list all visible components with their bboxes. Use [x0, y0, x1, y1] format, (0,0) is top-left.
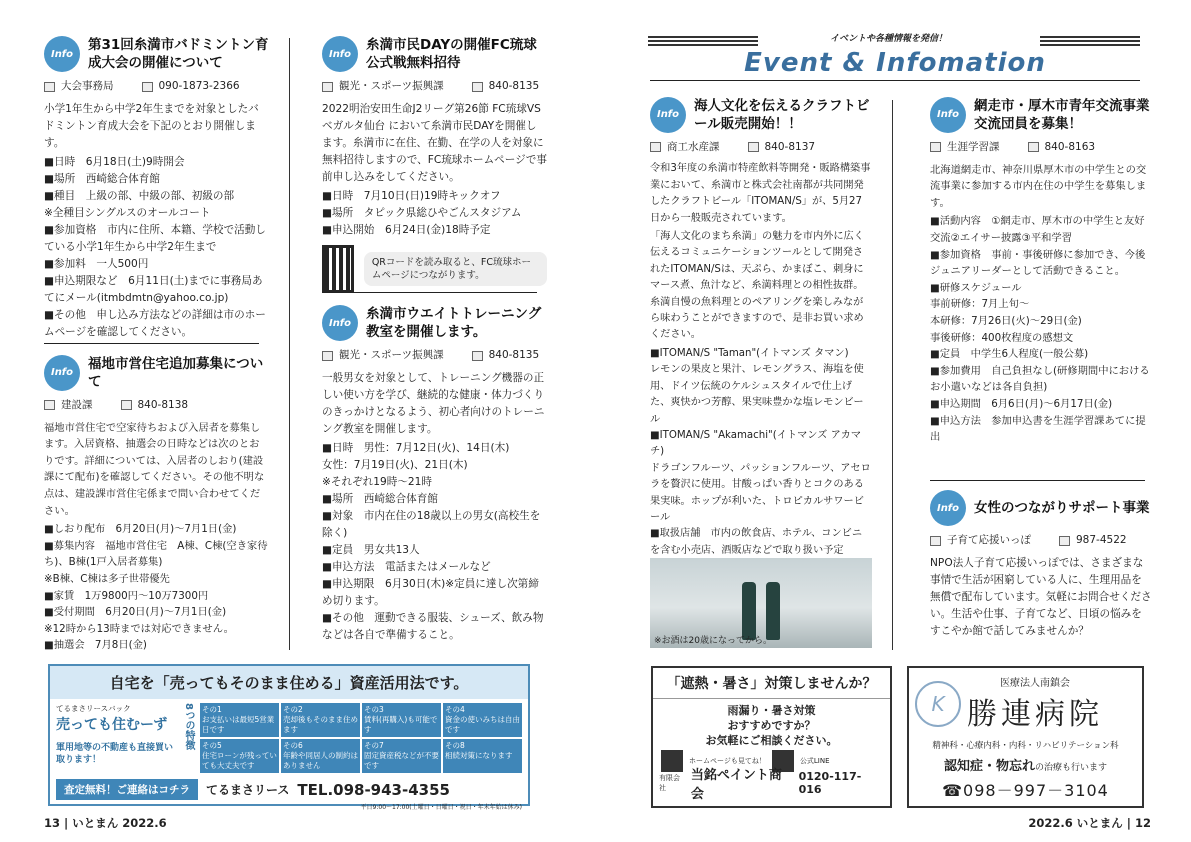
office-icon	[322, 82, 333, 92]
list-item: 事後研修：400枚程度の感想文	[930, 331, 1074, 344]
article-title: 女性のつながりサポート事業	[974, 500, 1150, 516]
article-header	[44, 36, 269, 72]
article-body: 一般男女を対象として、トレーニング機器の正しい使い方を学び、継続的な健康・体力づくりのきっかけとなるよう、初心者向けのトレーニング教室を開催します。	[322, 372, 545, 435]
ad-brand-name: 売っても住むーず	[56, 717, 168, 733]
list-item: ■場所 西崎総合体育館	[44, 173, 160, 185]
contact-line	[930, 532, 1152, 549]
ad-feature: その8 相続対策になります	[443, 739, 522, 773]
ad-brand-top: てるまさリースバック	[56, 704, 131, 713]
ad-terumasa[interactable]	[48, 664, 530, 811]
ad-line: 雨漏り・暑さ対策	[727, 704, 816, 717]
ad-feature: その2 売却後もそのまま住めます	[281, 703, 360, 737]
hospital-logo-icon: K	[915, 681, 961, 727]
office-icon	[322, 351, 333, 361]
phone-number: 840-8135	[488, 349, 540, 361]
list-item: ■申込方法 参加申込書を生涯学習課あてに提出	[930, 414, 1146, 444]
list-item: ■日時 6月18日(土)9時開会	[44, 156, 185, 168]
phone-number: 840-8138	[137, 399, 189, 411]
list-item: ■申込期限など 6月11日(土)までに事務局あてにメール(itmbdmtn@yahoo.co.jp)	[44, 275, 263, 304]
article-divider	[44, 343, 259, 344]
list-item: ■抽選会 7月8日(金)	[44, 639, 147, 652]
list-item: ■ITOMAN/S "Taman"(イトマンズ タマン)	[650, 347, 849, 359]
office-name: 大会事務局	[61, 80, 114, 92]
ad-headline: 「遮熱・暑さ」対策しませんか？	[653, 668, 890, 699]
list-item: ■場所 タピック県総ひやごんスタジアム	[322, 207, 522, 219]
list-item: ■研修スケジュール	[930, 281, 1022, 294]
photo-caption: ※お酒は20歳になってから。	[654, 636, 772, 646]
column-1-lower	[44, 355, 269, 654]
list-item: ※それぞれ19時～21時	[322, 476, 432, 488]
office-icon	[930, 142, 941, 152]
list-item: ■参加費用 自己負担なし(研修期間中におけるお小遣いなどは各自負担)	[930, 364, 1150, 394]
list-item: ■参加料 一人500円	[44, 258, 149, 270]
ad-phone: 0120-117-016	[798, 770, 862, 796]
article-body: 2022明治安田生命J2リーグ第26節 FC琉球VSベガルタ仙台 において糸満市民DAYを開催します。糸満市に在住、在勤、在学の人を対象に無料招待しますので、FC琉球ホームページで事前申し込みをしてください。	[322, 103, 547, 183]
office-name: 観光・スポーツ振興課	[339, 80, 444, 92]
column-4	[930, 97, 1152, 446]
list-item: ■取扱店舗 市内の飲食店、ホテル、コンビニを含む小売店、酒販店などで取り扱い予定	[650, 528, 863, 556]
ad-web-note: ホームページも見てね！	[689, 757, 766, 765]
ad-phone: TEL.098-943-4355	[297, 780, 450, 799]
list-item: ■活動内容 ①網走市、厚木市の中学生と友好交流②エイサー披露③平和学習	[930, 215, 1145, 244]
article-header	[650, 97, 872, 133]
article-body: 北海道網走市、神奈川県厚木市の中学生との交流事業に参加する市内在住の中学生を募集します。	[930, 163, 1147, 209]
contact-line	[930, 139, 1152, 156]
ad-line-note: 公式LINE	[799, 757, 830, 765]
contact-line	[650, 139, 872, 155]
column-2-lower	[322, 305, 547, 644]
contact-line	[44, 397, 269, 414]
office-name: 建設課	[61, 399, 93, 411]
article-title: 海人文化を伝えるクラフトビール販売開始！！	[694, 98, 870, 132]
office-name: 子育て応援いっぽ	[947, 534, 1031, 546]
hospital-line: 認知症・物忘れ	[943, 759, 1035, 774]
ad-side-label: 8つの特徴	[183, 703, 194, 750]
list-item: ■その他 運動できる服装、シューズ、飲み物などは各自で準備すること。	[322, 612, 544, 641]
info-badge: Info	[930, 97, 966, 133]
phone-icon	[748, 142, 759, 152]
ad-line: お気軽にご相談ください。	[705, 734, 838, 747]
phone-number: 090-1873-2366	[158, 80, 240, 92]
phone-icon	[472, 82, 483, 92]
contact-line	[322, 78, 547, 95]
header-tagline: イベントや各種情報を発信！	[830, 34, 948, 44]
article-title: 糸満市ウエイトトレーニング教室を開催します。	[366, 306, 542, 340]
office-icon	[930, 536, 941, 546]
ad-subtext: 軍用地等の不動産も直接買い取ります！	[56, 743, 174, 765]
phone-icon	[472, 351, 483, 361]
ad-feature: その7 固定資産税などが不要です	[362, 739, 441, 773]
article-title: 網走市・厚木市青年交流事業交流団員を募集！	[974, 98, 1150, 132]
bottle-image	[742, 582, 756, 640]
list-item: ドラゴンフルーツ、パッションフルーツ、アセロラを贅沢に使用。甘酸っぱい香りとコクのある果実味。ホップが利いた、トロピカルサワービール	[650, 462, 871, 523]
info-badge: Info	[44, 36, 80, 72]
phone-icon	[142, 82, 153, 92]
ad-headline: 自宅を「売ってもそのまま住める」資産活用法です。	[50, 666, 528, 699]
ad-cta: 査定無料！ご連絡はコチラ	[56, 779, 198, 800]
list-item: ■種目 上級の部、中級の部、初級の部	[44, 190, 235, 202]
list-item: ※12時から13時までは対応できません。	[44, 622, 234, 635]
article-divider	[322, 292, 537, 293]
ad-hours: 平日9:00～17:00(土曜日・日曜日・祝日・年末年始は休み)	[360, 804, 522, 811]
list-item: ■参加資格 市内に住所、本籍、学校で活動している小学1年生から中学2年生まで	[44, 224, 266, 253]
office-icon	[650, 142, 661, 152]
hospital-phone: ☎098－997－3104	[942, 781, 1109, 800]
list-item: ■定員 男女共13人	[322, 544, 420, 556]
ad-feature: その5 住宅ローンが残っていても大丈夫です	[200, 739, 279, 773]
column-1	[44, 36, 269, 341]
list-item: ■募集内容 福地市営住宅 A棟、C棟(空き家待ち)、B棟(1戸入居者募集)	[44, 539, 268, 569]
list-item: ■対象 市内在住の18歳以上の男女(高校生を除く)	[322, 510, 541, 539]
list-item: ■ITOMAN/S "Akamachi"(イトマンズ アカマチ)	[650, 429, 862, 458]
column-2	[322, 36, 547, 293]
ad-line: おすすめですか？	[727, 719, 816, 732]
list-item: ※全種目シングルスのオールコート	[44, 207, 211, 219]
list-item: 女性：7月19日(火)、21日(木)	[322, 459, 468, 471]
column-divider	[892, 100, 893, 650]
qr-code[interactable]	[322, 245, 354, 293]
qr-note: QRコードを読み取ると、FC琉球ホームページにつながります。	[364, 252, 547, 286]
list-item: ■しおり配布 6月20日(月)～7月1日(金)	[44, 523, 237, 536]
list-item: ■申込期限 6月30日(木)※定員に達し次第締め切ります。	[322, 578, 539, 607]
info-badge: Info	[930, 490, 966, 526]
list-item: ■その他 申し込み方法などの詳細は市のホームページを確認してください。	[44, 309, 266, 338]
article-body: NPO法人子育て応援いっぽでは、さまざまな事情で生活が困窮している人に、生理用品を無償で配布しています。気軽にお問合せください。生活や仕事、子育てなど、日頃の悩みをすこやか館で話してみませんか？	[930, 557, 1152, 637]
list-item: ■申込方法 電話またはメールなど	[322, 561, 491, 573]
article-header	[322, 36, 547, 72]
ad-tome-paint[interactable]	[651, 666, 892, 808]
beer-photo	[650, 558, 872, 648]
bottle-image	[766, 582, 780, 640]
list-item: 事前研修：7月上旬～	[930, 298, 1030, 311]
ad-feature: その6 年齢や同居人の制約はありません	[281, 739, 360, 773]
ad-katsuren-hospital[interactable]	[907, 666, 1144, 808]
article-title: 福地市営住宅追加募集について	[88, 356, 264, 390]
office-icon	[44, 400, 55, 410]
office-name: 生涯学習課	[947, 141, 1000, 153]
list-item: 本研修：7月26日(火)～29日(金)	[930, 314, 1082, 327]
article-body: 福地市営住宅で空家待ちおよび入居者を募集します。入居資格、抽選会の日時などは次のとおりです。詳細については、入居者のしおり(建設課にて配布)を確認してください。その他不明な点は、建設課市営住宅係まで問い合わせてください。	[44, 421, 265, 517]
ad-text	[653, 699, 890, 748]
column-3	[650, 97, 872, 559]
hospital-departments: 精神科・心療内科・内科・リハビリテーション科	[932, 741, 1119, 751]
list-item: ■日時 7月10日(日)19時キックオフ	[322, 190, 501, 202]
list-item: ■参加資格 事前・事後研修に参加でき、今後ジュニアリーダーとして活動できること。	[930, 248, 1146, 278]
phone-icon	[1059, 536, 1070, 546]
article-body: 小学1年生から中学2年生までを対象としたバドミントン育成大会を下記のとおり開催します。	[44, 103, 259, 149]
column-4-lower	[930, 490, 1152, 642]
qr-block	[322, 245, 547, 293]
list-item: ※B棟、C棟は多子世帯優先	[44, 572, 170, 585]
article-body: 令和3年度の糸満市特産飲料等開発・販路構築事業において、糸満市と株式会社南都が共同開発したクラフトビール「ITOMAN/S」が、5月27日から一般販売されています。	[650, 163, 871, 224]
list-item: レモンの果皮と果汁、レモングラス、海塩を使用、ドイツ伝統のケルシュスタイルで仕上げた、爽快かつ芳醇、果実味豊かな塩レモンビール	[650, 364, 864, 425]
list-item: ■日時 男性：7月12日(火)、14日(木)	[322, 442, 510, 454]
office-icon	[44, 82, 55, 92]
ad-company: てるまさリース	[206, 783, 290, 797]
info-badge: Info	[44, 355, 80, 391]
hospital-name: 勝連病院	[967, 697, 1103, 732]
article-header	[930, 490, 1152, 526]
footer-right: 2022.6 いとまん | 12	[1028, 816, 1151, 830]
phone-number: 840-8135	[488, 80, 540, 92]
office-name: 商工水産課	[667, 141, 720, 153]
contact-line	[44, 78, 269, 95]
ad-feature: その1 お支払いは最短5営業日です	[200, 703, 279, 737]
header-stripes	[648, 36, 758, 46]
phone-number: 840-8163	[1044, 141, 1096, 153]
ad-feature-grid	[200, 703, 522, 773]
list-item: ■定員 中学生6人程度(一般公募)	[930, 348, 1089, 361]
article-header	[44, 355, 269, 391]
info-badge: Info	[322, 36, 358, 72]
contact-line	[322, 347, 547, 364]
hospital-line-2: の治療も行います	[1035, 763, 1108, 773]
ad-feature: その3 賃料(再購入)も可能です	[362, 703, 441, 737]
article-divider	[930, 480, 1145, 481]
list-item: ■家賃 1万9800円～10万7300円	[44, 589, 209, 602]
phone-icon	[121, 400, 132, 410]
phone-number: 987-4522	[1076, 534, 1127, 546]
article-title: 糸満市民DAYの開催FC琉球公式戦無料招待	[366, 37, 537, 71]
ad-feature: その4 資金の使いみちは自由です	[443, 703, 522, 737]
ad-company: 当銘ペイント商会	[690, 768, 782, 802]
list-item: ■申込開始 6月24日(金)18時予定	[322, 224, 491, 236]
list-item: ■場所 西崎総合体育館	[322, 493, 438, 505]
hospital-org: 医療法人南鎮会	[1000, 678, 1070, 689]
info-badge: Info	[322, 305, 358, 341]
list-item: ■受付期間 6月20日(月)～7月1日(金)	[44, 606, 227, 619]
list-item: ■申込期間 6月6日(月)～6月17日(金)	[930, 397, 1113, 410]
article-header	[322, 305, 547, 341]
header-stripes	[1040, 36, 1140, 46]
info-badge: Info	[650, 97, 686, 133]
company-type: 有限会社	[659, 774, 680, 792]
article-title: 第31回糸満市バドミントン育成大会の開催について	[88, 37, 269, 71]
column-divider	[289, 38, 290, 650]
phone-number: 840-8137	[764, 141, 816, 153]
article-body: 「海人文化のまち糸満」の魅力を市内外に広く伝えるコミュニケーションツールとして開発されたITOMAN/Sは、天ぷら、かまぼこ、刺身にマース煮、魚汁など、糸満料理との相性抜群。糸満自慢の魚料理とのペアリングを楽しみながら味わうことができますので、是非お買い求めください。	[650, 231, 864, 341]
article-header	[930, 97, 1152, 133]
footer-left: 13 | いとまん 2022.6	[44, 816, 167, 830]
section-title: Event & Infomation	[744, 48, 1046, 78]
office-name: 観光・スポーツ振興課	[339, 349, 444, 361]
header-rule	[650, 80, 1140, 81]
phone-icon	[1028, 142, 1039, 152]
ad-brand	[56, 703, 176, 773]
